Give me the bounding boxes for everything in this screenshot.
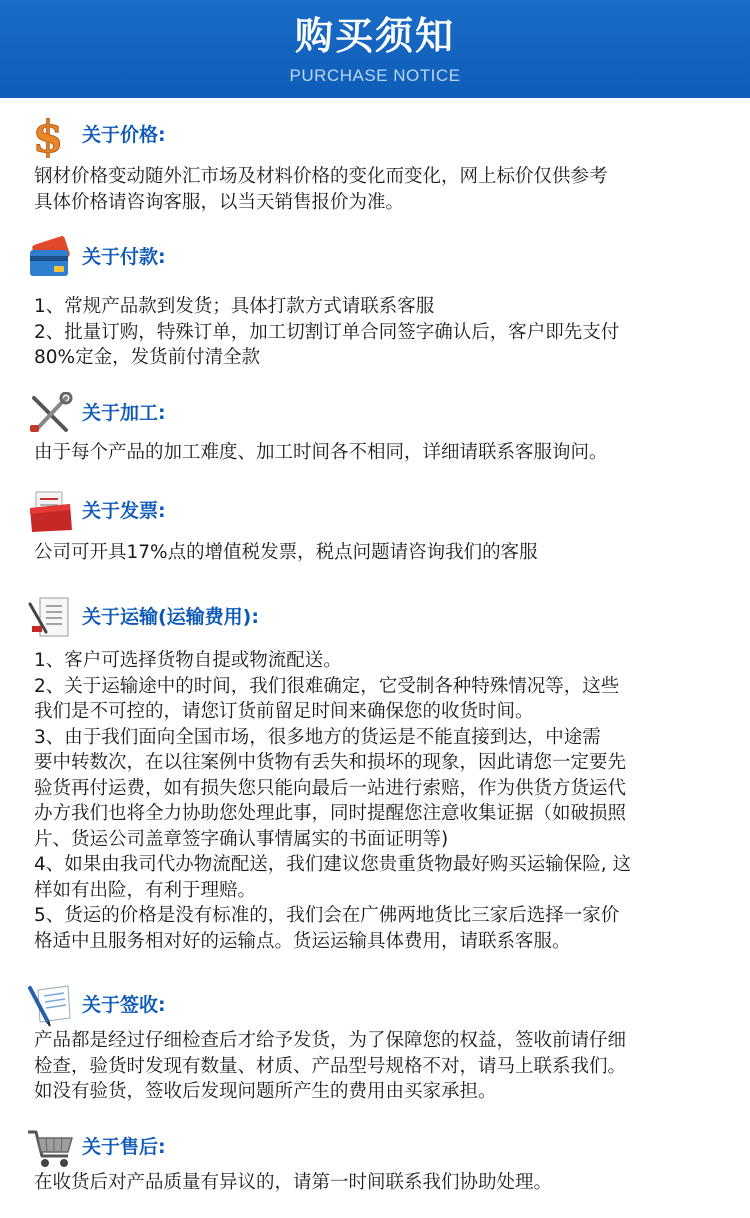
- section-payment: [0, 236, 750, 368]
- section-shipping: [0, 596, 750, 952]
- credit-card-icon: [26, 236, 76, 280]
- section-line: 在收货后对产品质量有异议的，请第一时间联系我们协助处理。: [34, 1172, 553, 1193]
- section-signing: [0, 984, 750, 1102]
- tools-icon: [26, 392, 76, 436]
- section-line: 1、常规产品款到发货；具体打款方式请联系客服: [34, 296, 435, 317]
- section-line: 1、客户可选择货物自提或物流配送。: [34, 650, 342, 671]
- shopping-cart-icon: [26, 1126, 76, 1170]
- section-title: 关于付款:: [82, 246, 166, 268]
- section-line: 样如有出险，有利于理赔。: [34, 879, 257, 901]
- section-line: 具体价格请咨询客服，以当天销售报价为准。: [34, 191, 405, 213]
- header-banner: [0, 0, 750, 98]
- page-subtitle: PURCHASE NOTICE: [289, 66, 461, 85]
- section-line: 2、批量订购，特殊订单，加工切割订单合同签字确认后，客户即先支付: [34, 321, 620, 343]
- section-title: 关于签收:: [82, 994, 166, 1016]
- pen-paper-icon: [26, 984, 76, 1028]
- section-line: 2、关于运输途中的时间，我们很难确定，它受制各种特殊情况等，这些: [34, 675, 620, 697]
- section-line: 钢材价格变动随外汇市场及材料价格的变化而变化，网上标价仅供参考: [34, 166, 608, 187]
- section-line: 4、如果由我司代办物流配送，我们建议您贵重货物最好购买运输保险, 这: [34, 854, 632, 875]
- section-line: 由于每个产品的加工难度、加工时间各不相同，详细请联系客服询问。: [34, 442, 608, 463]
- page-title: 购买须知: [294, 13, 455, 58]
- section-line: 3、由于我们面向全国市场，很多地方的货运是不能直接到达，中途需: [34, 726, 601, 748]
- section-line: 如没有验货，签收后发现问题所产生的费用由买家承担。: [34, 1081, 497, 1102]
- document-pen-icon: [26, 596, 76, 640]
- section-line: 5、货运的价格是没有标准的，我们会在广佛两地货比三家后选择一家价: [34, 905, 620, 926]
- section-title: 关于售后:: [82, 1136, 166, 1158]
- section-line: 检查，验货时发现有数量、材质、产品型号规格不对，请马上联系我们。: [34, 1055, 627, 1077]
- section-invoice: [0, 490, 750, 563]
- section-line: 我们是不可控的，请您订货前留足时间来确保您的收货时间。: [34, 701, 534, 722]
- section-line: 办方我们也将全力协助您处理此事，同时提醒您注意收集证据（如破损照: [34, 803, 627, 824]
- section-line: 片、货运公司盖章签字确认事情属实的书面证明等): [34, 828, 449, 850]
- svg-text:$: $: [32, 114, 64, 158]
- section-title: 关于加工:: [82, 402, 166, 424]
- section-after-sales: [0, 1126, 750, 1193]
- section-line: 要中转数次，在以往案例中货物有丢失和损坏的现象，因此请您一定要先: [34, 752, 627, 773]
- folder-invoice-icon: [26, 490, 76, 534]
- section-title: 关于价格:: [82, 124, 166, 146]
- section-price: [0, 114, 750, 213]
- section-line: 验货再付运费，如有损失您只能向最后一站进行索赔，作为供货方货运代: [34, 777, 627, 799]
- section-processing: [0, 392, 750, 463]
- section-line: 产品都是经过仔细检查后才给予发货，为了保障您的权益，签收前请仔细: [34, 1030, 627, 1051]
- section-line: 80%定金，发货前付清全款: [34, 347, 261, 368]
- section-line: 公司可开具17%点的增值税发票，税点问题请咨询我们的客服: [34, 542, 538, 563]
- section-title: 关于运输(运输费用):: [82, 606, 259, 628]
- section-line: 格适中且服务相对好的运输点。货运运输具体费用，请联系客服。: [34, 930, 571, 952]
- section-title: 关于发票:: [82, 500, 166, 522]
- dollar-sign-icon: [26, 114, 76, 158]
